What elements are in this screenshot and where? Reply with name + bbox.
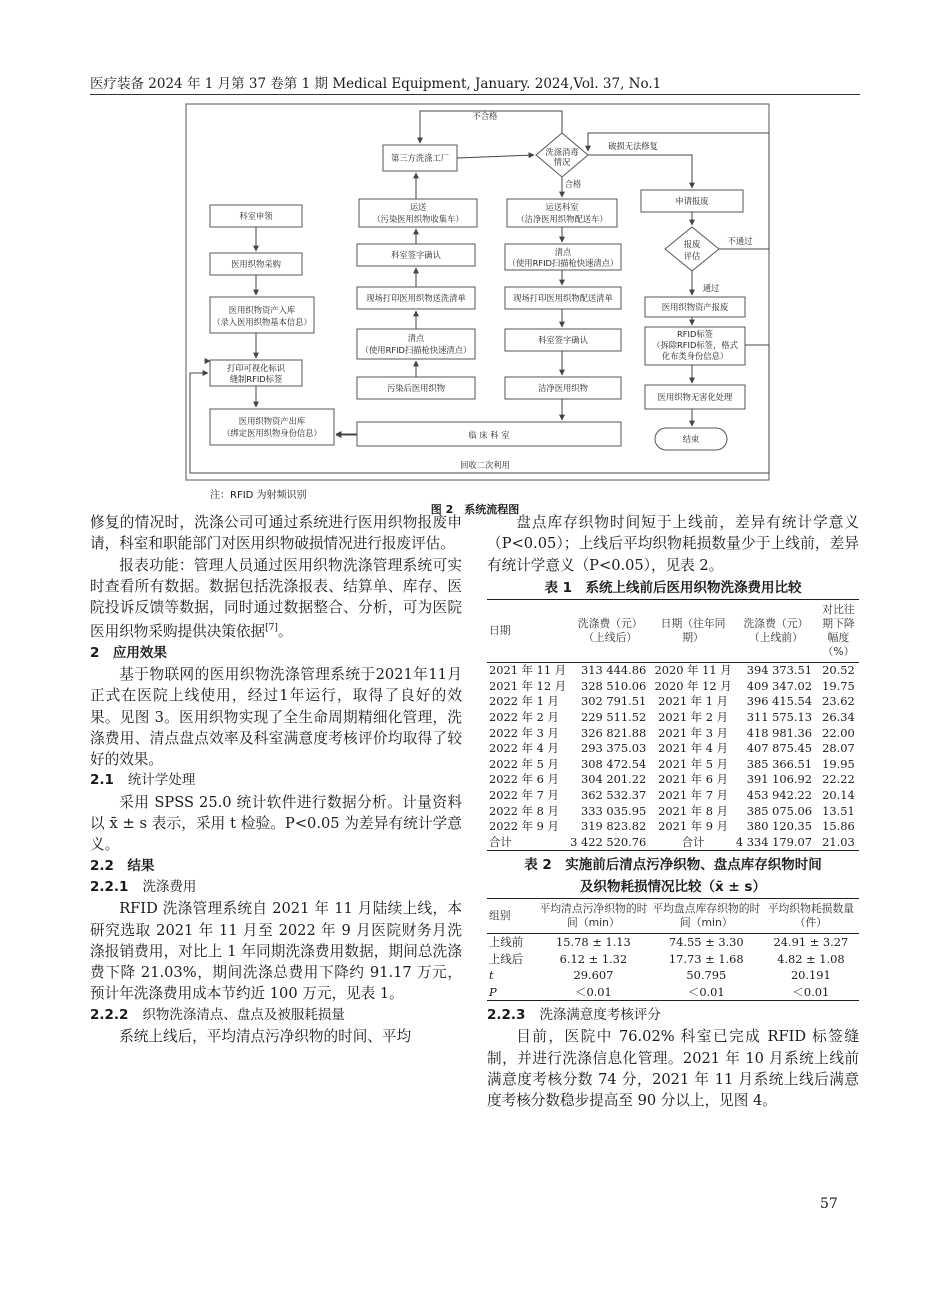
table-cell: 2021 年 11 月	[489, 663, 567, 678]
table-cell: 2022 年 6 月	[489, 772, 559, 787]
t2-header: 组别	[489, 909, 511, 923]
table-cell: 20.191	[790, 968, 831, 983]
table-total-row	[487, 835, 859, 851]
table-2	[487, 898, 859, 1001]
table-cell: 326 821.88	[581, 725, 647, 740]
t1-header: 洗涤费（元）（上线前）	[743, 617, 809, 645]
table-cell: 2020 年 12 月	[654, 678, 732, 693]
fc-dirty: 污染后医用织物	[386, 383, 446, 393]
table-cell: t	[489, 968, 494, 983]
table-cell: 319 823.82	[581, 819, 647, 834]
fc-print-delivery-list: 现场打印医用织物配送清单	[513, 293, 613, 303]
table-cell: 15.78 ± 1.13	[556, 935, 631, 950]
fc-disinfect-2: 情况	[553, 157, 571, 167]
figure-note: 注：RFID 为射频识别	[210, 490, 307, 501]
table-cell: 396 415.54	[746, 694, 812, 709]
system-flowchart	[185, 103, 770, 481]
fc-clean: 洁净医用织物	[538, 383, 588, 393]
t1-header: 洗涤费（元）（上线后）	[577, 617, 643, 645]
table-cell: 17.73 ± 1.68	[668, 951, 744, 966]
table-1-body	[487, 663, 859, 851]
citation-7: [7]	[265, 623, 278, 634]
table-cell: 19.75	[822, 678, 855, 693]
table-cell: 合计	[681, 834, 705, 849]
table-cell: 合计	[489, 834, 512, 849]
table-row	[487, 757, 859, 773]
fc-rfid-tag-2: （拆除RFID标签，格式	[652, 340, 738, 350]
table-cell: 13.51	[822, 803, 855, 818]
fc-count2-1: 清点	[407, 333, 425, 343]
table-cell: 3 422 520.76	[570, 834, 647, 849]
fc-purchase: 医用织物采购	[231, 259, 281, 269]
table-row	[487, 694, 859, 710]
table-cell: 418 981.36	[746, 725, 812, 740]
table-cell: 311 575.13	[746, 709, 812, 724]
fc-rfid-tag-3: 化布类身份信息）	[661, 351, 729, 361]
table-cell: 24.91 ± 3.27	[773, 935, 849, 950]
table2-caption: 表 2 实施前后清点污净织物、盘点库存织物时间 及织物耗损情况比较（x̄ ± s）	[524, 857, 822, 896]
table-cell: 229 511.52	[581, 709, 647, 724]
fc-disinfect-1: 洗涤消毒	[545, 147, 579, 157]
table-cell: 2022 年 8 月	[489, 803, 559, 818]
fc-print-tag-1: 打印可视化标识	[226, 363, 286, 373]
running-header: 医疗装备 2024 年 1 月第 37 卷第 1 期 Medical Equipment, January. 2024,Vol. 37, No.1	[90, 76, 662, 92]
table-cell: 328 510.06	[581, 678, 647, 693]
table-cell: 22.22	[822, 772, 855, 787]
fc-asset-in-2: （录入医用织物基本信息）	[212, 317, 312, 327]
table-cell: 2021 年 12 月	[489, 678, 567, 693]
table1-caption: 表 1 系统上线前后医用织物洗涤费用比较	[544, 579, 802, 596]
table-cell: 313 444.86	[581, 663, 647, 678]
table-row	[487, 741, 859, 757]
table-cell: 23.62	[822, 694, 855, 709]
t2-header: 平均清点污净织物的时间（min）	[539, 902, 648, 930]
fc-print-wash-list: 现场打印医用织物送洗清单	[366, 293, 466, 303]
fc-scrap-eval-1: 报废	[683, 239, 701, 249]
table-cell: 333 035.95	[581, 803, 647, 818]
fc-transport-2: （污染医用织物收集车）	[372, 214, 464, 224]
fc-apply-scrap: 申请报废	[675, 196, 709, 206]
fc-harmless: 医用织物无害化处理	[657, 392, 733, 402]
table-cell: 407 875.45	[746, 741, 812, 756]
fc-deliver-1: 运送科室	[545, 202, 579, 212]
table-cell: 50.795	[686, 968, 727, 983]
fc-count2-2: （使用RFID扫描枪快速清点）	[360, 345, 472, 355]
table-cell: 21.03	[822, 834, 855, 849]
fc-dept-sign-2: 科室签字确认	[538, 335, 588, 345]
table-cell: 19.95	[822, 756, 855, 771]
table-cell: 4 334 179.07	[735, 834, 812, 849]
fc-transport-1: 运送	[409, 202, 427, 212]
table-row	[487, 967, 859, 983]
table-cell: 2022 年 1 月	[489, 694, 559, 709]
table-cell: 22.00	[822, 725, 855, 740]
table-cell: 2020 年 11 月	[654, 663, 732, 678]
section-2-2-1-heading: 2.2.1 洗涤费用	[90, 878, 197, 895]
fc-rfid-tag-1: RFID标签	[677, 329, 713, 339]
left-p4: 采用 SPSS 25.0 统计软件进行数据分析。计量资料以 x̄ ± s 表示，采用 t 检验。P<0.05 为差异有统计学意义。	[90, 793, 462, 854]
right-p1: 盘点库存织物时间短于上线前，差异有统计学意义（P<0.05）；上线后平均织物耗损数量少于上线前，差异有统计学意义（P<0.05），见表 2。	[487, 514, 859, 574]
table-row	[487, 772, 859, 788]
right-column	[487, 512, 859, 1111]
table-row	[487, 934, 859, 951]
fc-asset-in-1: 医用织物资产入库	[228, 305, 296, 315]
table-cell: 302 791.51	[581, 694, 647, 709]
left-p1: 修复的情况时，洗涤公司可通过系统进行医用织物报废申请，科室和职能部门对医用织物破损情况进行报废评估。	[90, 514, 462, 553]
table-cell: 2021 年 4 月	[658, 741, 728, 756]
table-cell: 2021 年 2 月	[658, 709, 728, 724]
table-cell: 2022 年 2 月	[489, 709, 559, 724]
table-cell: 2021 年 6 月	[658, 772, 728, 787]
table-row	[487, 710, 859, 726]
table-cell: 394 373.51	[746, 663, 812, 678]
fc-qualified: 合格	[564, 179, 582, 189]
section-2-2-2-heading: 2.2.2 织物洗涤清点、盘点及被服耗损量	[90, 1006, 345, 1023]
left-column	[90, 512, 462, 1047]
table-cell: 2022 年 7 月	[489, 787, 559, 802]
fc-count-2: （使用RFID扫描枪快速清点）	[507, 258, 619, 268]
table-cell: ＜0.01	[575, 984, 612, 999]
fc-asset-out-2: （绑定医用织物身份信息）	[222, 428, 322, 438]
table-cell: 2021 年 5 月	[658, 756, 728, 771]
table-row	[487, 788, 859, 804]
t1-header: 对比往期下降幅度（%）	[822, 603, 855, 659]
header-rule	[90, 94, 860, 95]
left-p6: 系统上线后，平均清点污净织物的时间、平均	[119, 1027, 412, 1045]
table-cell: 4.82 ± 1.08	[777, 951, 845, 966]
table-cell: 304 201.22	[581, 772, 647, 787]
fc-end: 结束	[682, 434, 700, 444]
table-cell: 362 532.37	[581, 787, 647, 802]
figure-caption: 图 2 系统流程图	[430, 503, 520, 516]
table-cell: 2021 年 3 月	[658, 725, 728, 740]
table-cell: 2022 年 9 月	[489, 819, 559, 834]
table-1	[487, 599, 859, 851]
fc-clinic: 临 床 科 室	[468, 430, 510, 440]
table-cell: 15.86	[822, 819, 855, 834]
table-cell: 2021 年 7 月	[658, 787, 728, 802]
table-cell: 2021 年 1 月	[658, 694, 728, 709]
table-cell: 6.12 ± 1.32	[559, 951, 628, 966]
left-p2: 报表功能：管理人员通过医用织物洗涤管理系统可实时查看所有数据。数据包括洗涤报表、结算单、库存、医院投诉反馈等数据，同时通过数据整合、分析，可为医院医用织物采购提供决策依据[7]。	[90, 556, 462, 641]
table-row	[487, 663, 859, 679]
fc-dept-sign-1: 科室签字确认	[391, 250, 441, 260]
t2-header: 平均盘点库存织物的时间（min）	[652, 902, 761, 930]
t1-header: 日期（往年同期）	[660, 617, 726, 645]
table-cell: 2021 年 9 月	[658, 819, 728, 834]
left-p3: 基于物联网的医用织物洗涤管理系统于2021年11月正式在医院上线使用，经过1年运行，取得了良好的效果。见图 3。医用织物实现了全生命周期精细化管理，洗涤费用、清点盘点效率及科室满意度考核评价均取得了较好的效果。	[90, 665, 462, 769]
fc-asset-out-1: 医用织物资产出库	[238, 416, 306, 426]
table-row	[487, 984, 859, 1001]
table-row	[487, 951, 859, 967]
table-row	[487, 804, 859, 820]
fc-damaged: 破损无法修复	[608, 141, 658, 151]
fc-count-1: 清点	[554, 247, 572, 257]
fc-third-party: 第三方洗涤工厂	[390, 153, 450, 163]
table-cell: 385 075.06	[746, 803, 812, 818]
table-row	[487, 819, 859, 835]
fc-scrap-eval-2: 评估	[683, 251, 701, 261]
t2-header: 平均织物耗损数量（件）	[767, 902, 855, 930]
table-cell: 380 120.35	[746, 819, 812, 834]
table-cell: 453 942.22	[746, 787, 812, 802]
fc-recycle: 回收二次利用	[460, 460, 510, 470]
fc-label-unqualified: 不合格	[472, 111, 498, 121]
table-2-body	[487, 934, 859, 1001]
table-cell: P	[489, 984, 497, 999]
left-p5: RFID 洗涤管理系统自 2021 年 11 月陆续上线，本研究选取 2021 年 11 月至 2022 年 9 月医院财务月洗涤报销费用，对比上 1 年同期洗涤费用数据，期间总洗涤费下降 21.03%，期间洗涤总费用下降约 91.17 万元，预计年洗涤费用成本节约近 100 万元，见表 1。	[90, 900, 462, 1003]
table-cell: 28.07	[822, 741, 855, 756]
section-2-heading: 2 应用效果	[90, 644, 167, 661]
table-cell: 20.14	[822, 787, 855, 802]
table-cell: 上线前	[489, 935, 524, 950]
section-2-1-heading: 2.1 统计学处理	[90, 772, 196, 789]
table-row	[487, 679, 859, 695]
table-cell: 2022 年 3 月	[489, 725, 559, 740]
table-cell: 74.55 ± 3.30	[668, 935, 744, 950]
fc-not-pass: 不通过	[727, 236, 753, 246]
table-cell: 308 472.54	[581, 756, 647, 771]
table-cell: 上线后	[489, 951, 524, 966]
section-2-2-heading: 2.2 结果	[90, 857, 155, 874]
fc-deliver-2: （洁净医用织物配送车）	[516, 214, 608, 224]
table-cell: 29.607	[573, 968, 614, 983]
table-cell: 2022 年 5 月	[489, 756, 559, 771]
table-cell: 2021 年 8 月	[658, 803, 728, 818]
table-cell: 385 366.51	[746, 756, 812, 771]
fc-dept-apply: 科室申领	[239, 211, 273, 221]
table-cell: 409 347.02	[746, 678, 812, 693]
table-cell: 26.34	[822, 709, 855, 724]
section-2-2-3-heading: 2.2.3 洗涤满意度考核评分	[487, 1006, 661, 1023]
fc-pass: 通过	[702, 283, 720, 293]
table-cell: 293 375.03	[581, 741, 647, 756]
table-cell: 20.52	[822, 663, 855, 678]
table-cell: 391 106.92	[746, 772, 812, 787]
page-number: 57	[820, 1196, 838, 1212]
table-cell: 2022 年 4 月	[489, 741, 559, 756]
t1-header: 日期	[489, 624, 511, 638]
fc-print-tag-2: 缝制RFID标签	[229, 374, 283, 384]
table-row	[487, 726, 859, 742]
right-p2: 目前，医院中 76.02% 科室已完成 RFID 标签缝制，并进行洗涤信息化管理。2021 年 10 月系统上线前满意度考核分数 74 分，2021 年 11 月系统上线后满意度考核分数稳步提高至 90 分以上，见图 4。	[487, 1028, 859, 1110]
fc-asset-scrap: 医用织物资产报废	[661, 302, 729, 312]
table-cell: ＜0.01	[687, 984, 725, 999]
table-cell: ＜0.01	[792, 984, 830, 999]
